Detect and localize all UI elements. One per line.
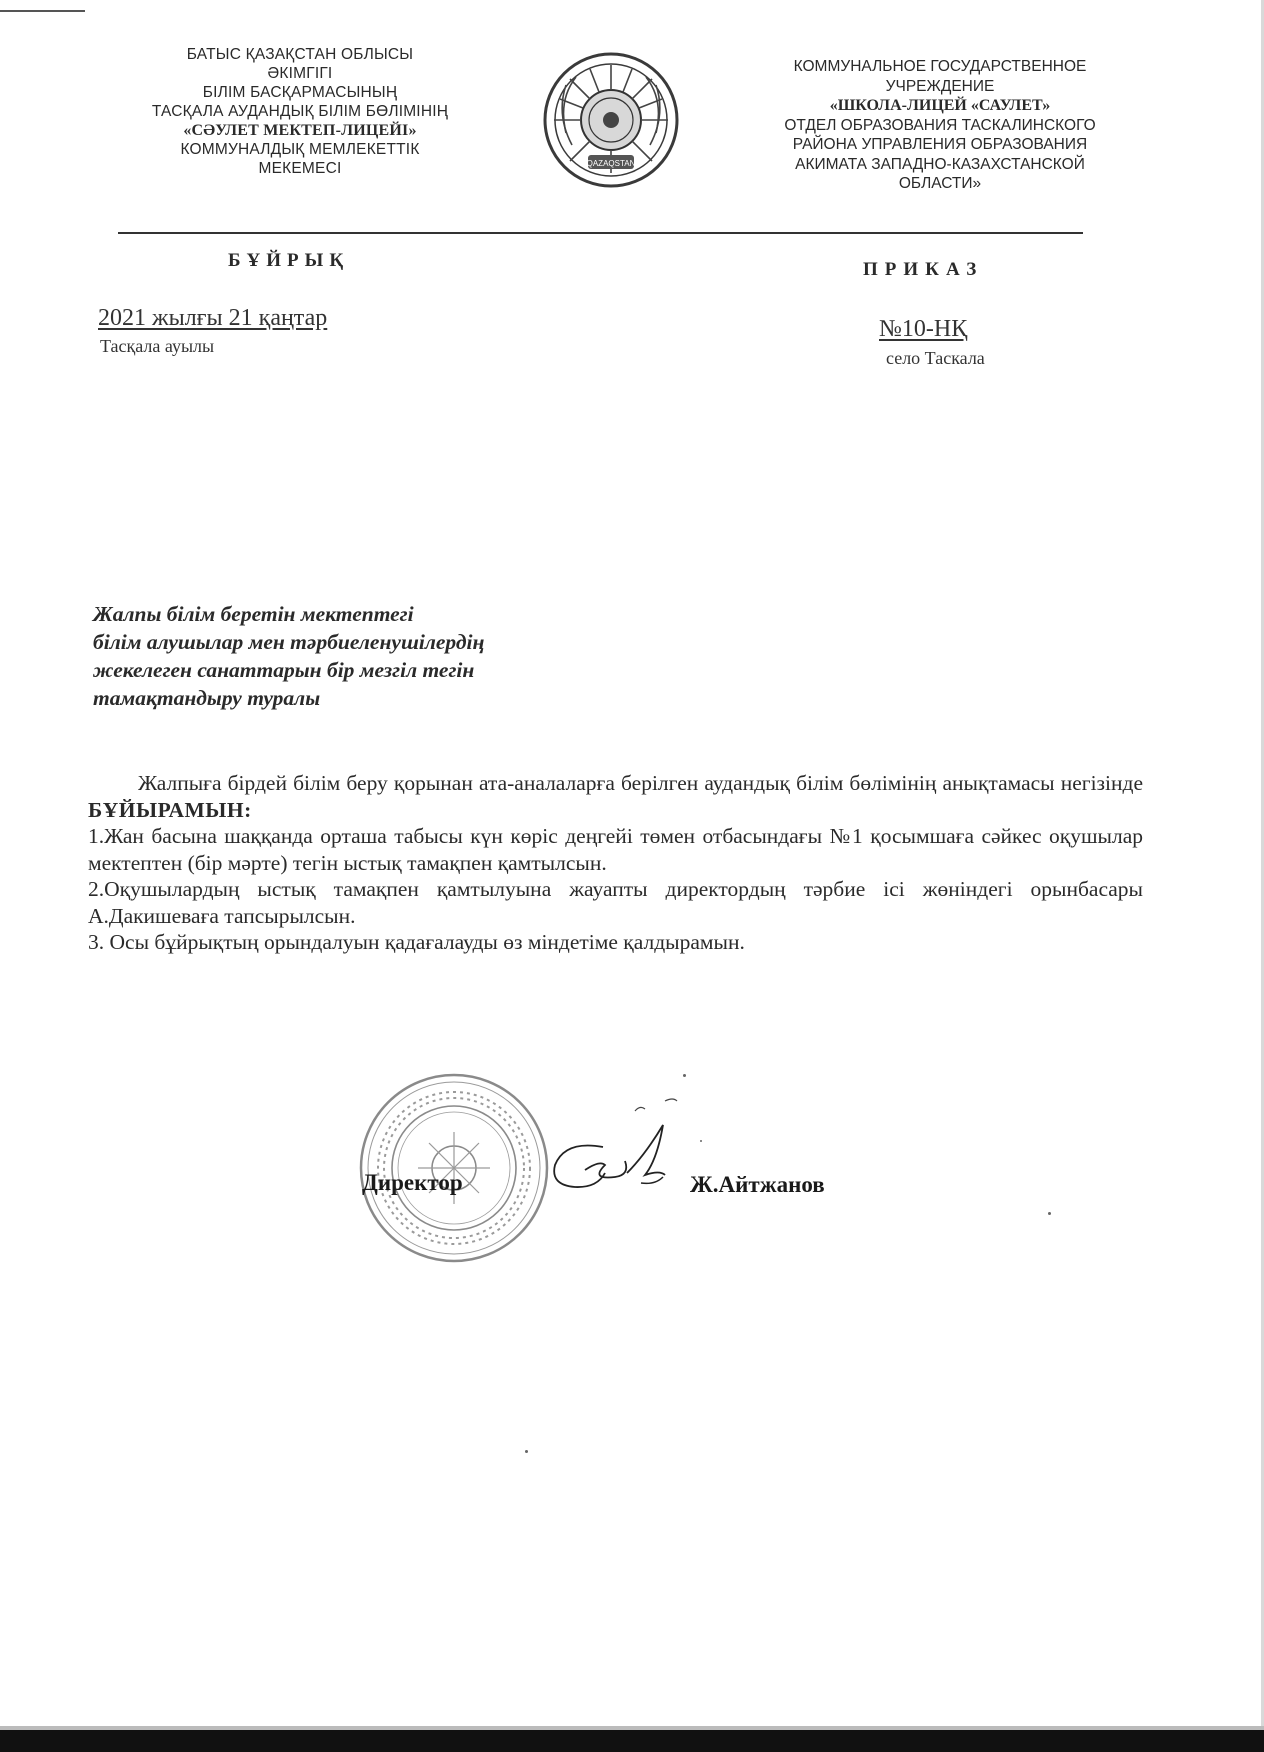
order-number: №10-НҚ: [879, 316, 968, 342]
header-left-line: «СӘУЛЕТ МЕКТЕП-ЛИЦЕЙІ»: [183, 122, 417, 139]
order-directive: БҰЙЫРАМЫН:: [88, 797, 252, 822]
subject-line: тамақтандыру туралы: [93, 686, 321, 710]
signatory-role: Директор: [362, 1170, 463, 1195]
order-item: 3. Осы бұйрықтың орындалуын қадағалауды өз міндетіме қалдырамын.: [88, 930, 745, 954]
scan-speck: [1048, 1212, 1051, 1215]
header-left-line: БАТЫС ҚАЗАҚСТАН ОБЛЫСЫ: [186, 46, 414, 63]
doc-title-kazakh: БҰЙРЫҚ: [228, 250, 350, 271]
order-item: 1.Жан басына шаққанда орташа табысы күн көріс деңгейі төмен отбасындағы №1 қосымшаға сәйкес оқушылар мектептен (бір мәрте) тегін ыстық тамақпен қамтылсын.: [88, 824, 1143, 875]
subject-line: білім алушылар мен тәрбиеленушілердің: [93, 630, 485, 654]
header-right-line: ОБЛАСТИ»: [898, 175, 982, 192]
state-emblem-icon: [536, 45, 686, 195]
header-right-line: КОММУНАЛЬНОЕ ГОСУДАРСТВЕННОЕ: [793, 58, 1087, 75]
signatory-name: Ж.Айтжанов: [690, 1172, 825, 1197]
body-intro: [88, 770, 1143, 823]
scan-speck: [700, 1140, 702, 1142]
header-left-line: БІЛІМ БАСҚАРМАСЫНЫҢ: [202, 84, 398, 101]
place-russian: село Таскала: [886, 348, 985, 368]
svg-text:QAZAQSTAN: QAZAQSTAN: [586, 159, 636, 168]
header-left-line: ӘКІМГІГІ: [267, 65, 333, 82]
scan-edge-bottom: [0, 1730, 1264, 1752]
order-item: 2.Оқушылардың ыстық тамақпен қамтылуына жауапты директордың тәрбие ісі жөніндегі орынбасары А.Дакишеваға тапсырылсын.: [88, 877, 1143, 928]
header-left-line: ТАСҚАЛА АУДАНДЫҚ БІЛІМ БӨЛІМІНІҢ: [151, 103, 449, 120]
header-russian-institution: [730, 57, 1150, 194]
header-right-line: ОТДЕЛ ОБРАЗОВАНИЯ ТАСКАЛИНСКОГО: [784, 116, 1096, 134]
order-body: [88, 770, 1143, 956]
subject-line: Жалпы білім беретін мектептегі: [93, 602, 414, 626]
intro-text: Жалпыға бірдей білім беру қорынан ата-аналаларға берілген аудандық білім бөлімінің анықтамасы негізінде: [138, 771, 1143, 795]
scan-speck: [683, 1074, 686, 1077]
scan-speck: [525, 1450, 528, 1453]
header-right-line: РАЙОНА УПРАВЛЕНИЯ ОБРАЗОВАНИЯ: [792, 136, 1088, 153]
header-left-line: КОММУНАЛДЫҚ МЕМЛЕКЕТТІК: [180, 141, 420, 158]
official-stamp-icon: [356, 1070, 552, 1266]
doc-title-russian: ПРИКАЗ: [863, 259, 984, 280]
header-divider: [118, 232, 1083, 234]
header-kazakh-institution: [100, 45, 500, 178]
subject-line: жекелеген санаттарын бір мезгіл тегін: [93, 658, 475, 682]
header-right-line: АКИМАТА ЗАПАДНО-КАЗАХСТАНСКОЙ: [795, 155, 1085, 173]
scan-artifact-top: [0, 10, 85, 12]
header-right-line: «ШКОЛА-ЛИЦЕЙ «САУЛЕТ»: [829, 97, 1051, 114]
place-kazakh: Тасқала ауылы: [100, 336, 215, 356]
header-right-line: УЧРЕЖДЕНИЕ: [885, 77, 995, 95]
order-subject: [93, 600, 693, 712]
signature-icon: [545, 1085, 705, 1220]
header-left-line: МЕКЕМЕСІ: [258, 160, 342, 177]
order-date: 2021 жылғы 21 қаңтар: [98, 305, 328, 331]
